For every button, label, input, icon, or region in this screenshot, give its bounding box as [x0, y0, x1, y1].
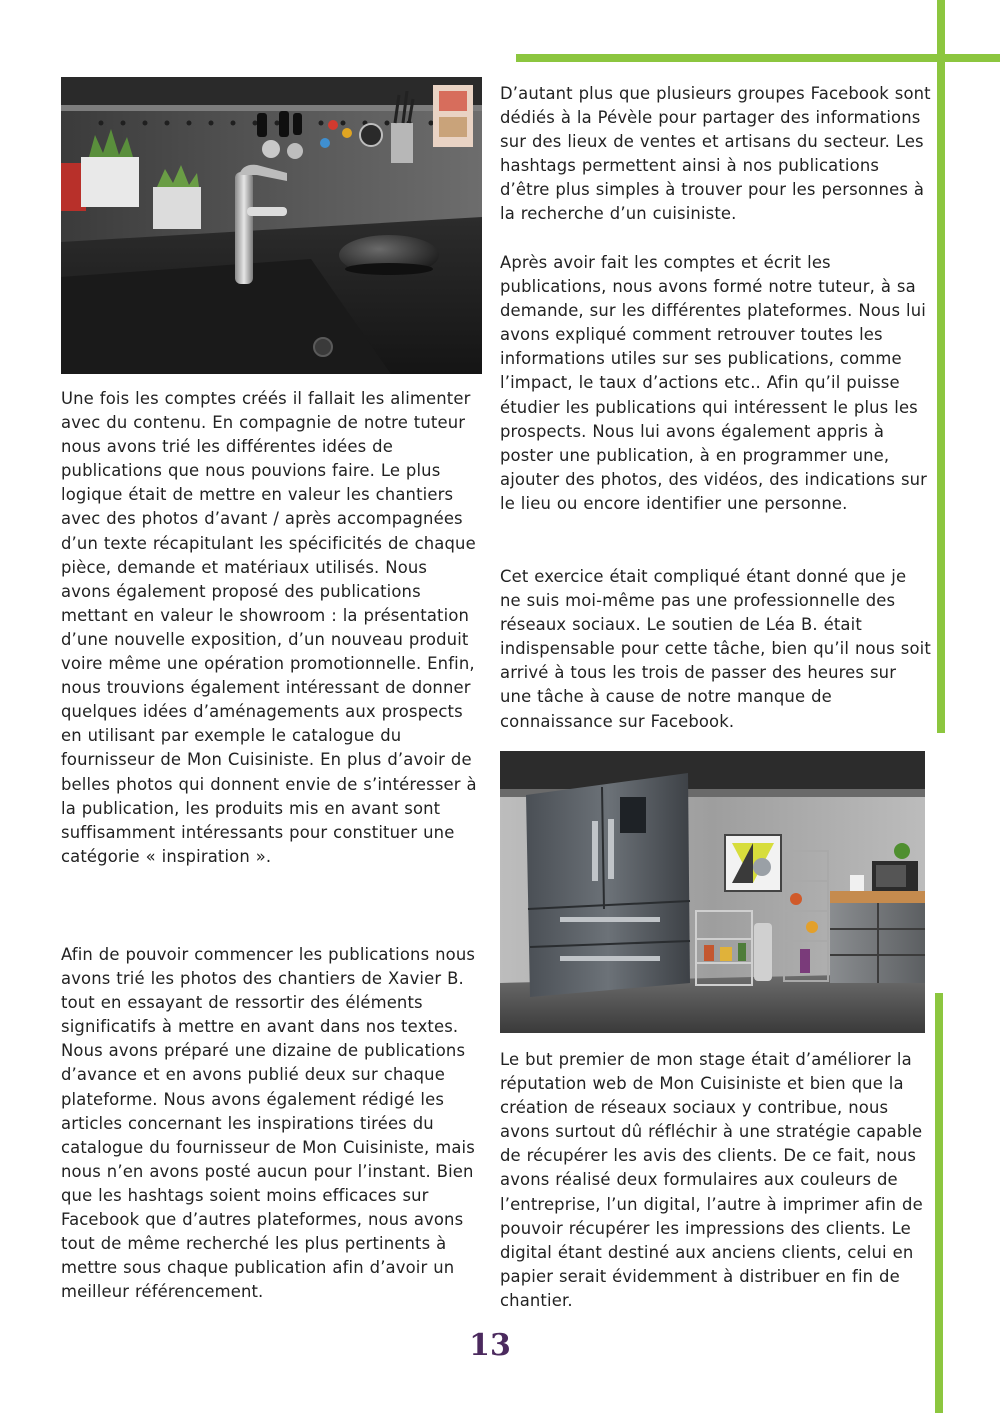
right-paragraph-2: Après avoir fait les comptes et écrit les publications, nous avons formé notre tuteur, à sa demande, sur les différentes plateformes. Nous lui avons expliqué comment retrouver toutes les informations utiles sur ses publications, comme l’impact, le taux d’actions etc.. Afin qu’il puisse étudier les publications qui intéressent le plus les prospects. Nous lui avons également appris à poster une publication, à en programmer une, ajouter des photos, des vidéos, des indications sur le lieu ou encore identifier une personne. — [500, 253, 928, 513]
page-number: 13 — [469, 1328, 511, 1363]
left-paragraph-1: Une fois les comptes créés il fallait les alimenter avec du contenu. En compagnie de notre tuteur nous avons trié les différentes idées de publications que nous pouvions faire. Le plus logique était de mettre en valeur les chantiers avec des photos d’avant / après accompagnées d’un texte récapitulant les spécificités de chaque pièce, demande et matériaux utilisés. Nous avons également proposé des publications mettant en valeur le showroom : la présentation d’une nouvelle exposition, d’un nouveau produit voire même une opération promotionnelle. Enfin, nous trouvions également intéressant de donner quelques idées d’aménagements aux prospects en utilisant par exemple le catalogue du fournisseur de Mon Cuisiniste. En plus d’avoir de belles photos qui donnent envie de s’intéresser à la publication, les produits mis en avant sont suffisamment intéressants pour constituer une catégorie « inspiration ». — [61, 389, 477, 866]
refrigerator-kitchen-photo — [500, 751, 925, 1033]
right-paragraph-3: Cet exercice était compliqué étant donné que je ne suis moi-même pas une professionnelle des réseaux sociaux. Le soutien de Léa B. était indispensable pour cette tâche, bien qu’il nous soit arrivé à tous les trois de passer des heures sur une tâche à cause de notre manque de connaissance sur Facebook. — [500, 567, 931, 731]
accent-line-top-horizontal — [516, 54, 1000, 62]
right-paragraph-1: D’autant plus que plusieurs groupes Facebook sont dédiés à la Pévèle pour partager des informations sur des lieux de ventes et artisans du secteur. Les hashtags permettent ainsi à nos publications d’être plus simples à trouver pour les personnes à la recherche d’un cuisiniste. — [500, 84, 931, 224]
kitchen-sink-photo — [61, 77, 482, 374]
accent-line-top-vertical — [937, 0, 945, 733]
left-paragraph-2: Afin de pouvoir commencer les publications nous avons trié les photos des chantiers de Xavier B. tout en essayant de ressortir des éléments significatifs à mettre en avant dans nos textes. Nous avons préparé une dizaine de publications d’avance et en avons publié deux sur chaque plateforme. Nous avons également rédigé les articles concernant les inspirations tirées du catalogue du fournisseur de Mon Cuisiniste, mais nous n’en avons posté aucun pour l’instant. Bien que les hashtags soient moins efficaces sur Facebook que d’autres plateformes, nous avons tout de même recherché les plus pertinents à mettre sous chaque publication afin d’avoir un meilleur référencement. — [61, 945, 476, 1302]
right-paragraph-4: Le but premier de mon stage était d’améliorer la réputation web de Mon Cuisiniste et bien que la création de réseaux sociaux y contribue, nous avons surtout dû réfléchir à une stratégie capable de récupérer les avis des clients. De ce fait, nous avons réalisé deux formulaires aux couleurs de l’entreprise, l’un digital, l’autre à imprimer afin de pouvoir récupérer les impressions des clients. Le digital étant destiné aux anciens clients, celui en papier serait évidemment à distribuer en fin de chantier. — [500, 1050, 923, 1310]
accent-line-bottom-vertical — [935, 993, 943, 1413]
